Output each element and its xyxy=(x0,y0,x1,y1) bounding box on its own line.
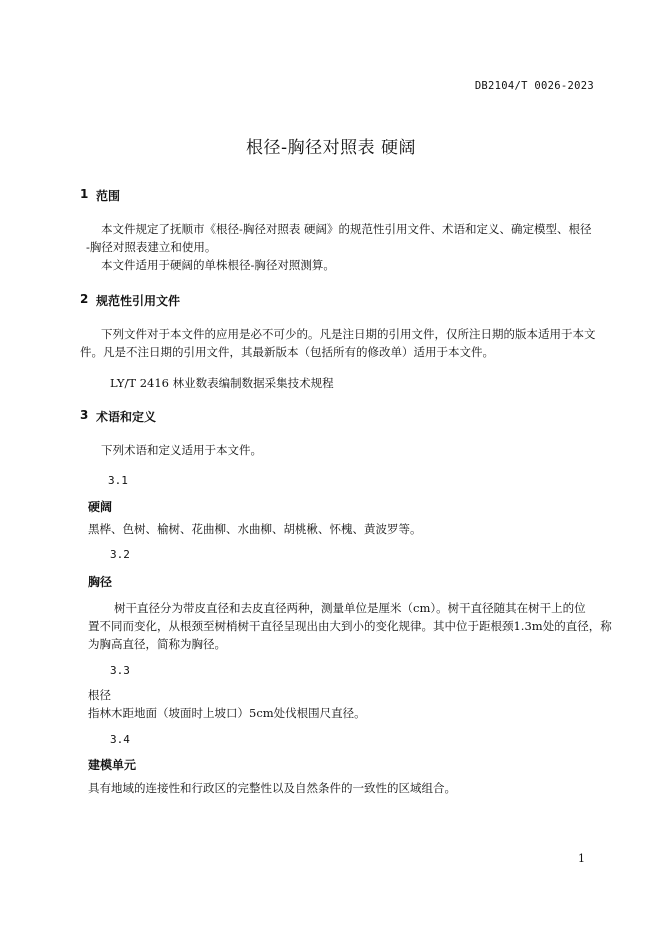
term-3-3-number: 3.3 xyxy=(110,664,130,677)
term-3-4-definition: 具有地域的连接性和行政区的完整性以及自然条件的一致性的区域组合。 xyxy=(88,781,456,795)
term-3-4-number: 3.4 xyxy=(110,733,130,746)
term-3-2-def-line3: 为胸高直径，简称为胸径。 xyxy=(88,637,226,651)
term-3-1-name: 硬阔 xyxy=(88,500,113,514)
document-title: 根径-胸径对照表 硬阔 xyxy=(245,138,417,158)
normative-reference: LY/T 2416 林业数表编制数据采集技术规程 xyxy=(110,376,334,390)
section-1-heading: 范围 xyxy=(96,189,121,203)
term-3-4-name: 建模单元 xyxy=(88,758,137,772)
section-3-intro: 下列术语和定义适用于本文件。 xyxy=(101,443,262,457)
term-3-3-name: 根径 xyxy=(88,688,111,702)
section-1-para1-line2: -胸径对照表建立和使用。 xyxy=(86,240,217,254)
term-3-2-def-line2: 置不同而变化，从根颈至树梢树干直径呈现出由大到小的变化规律。其中位于距根颈1.3m处的直径，称 xyxy=(88,619,612,633)
section-1-number: 1 xyxy=(80,187,89,201)
document-id: DB2104/T 0026-2023 xyxy=(474,80,594,92)
term-3-2-name: 胸径 xyxy=(88,575,113,589)
term-3-3-definition: 指林木距地面（坡面时上坡口）5cm处伐根围尺直径。 xyxy=(88,706,366,720)
section-3-number: 3 xyxy=(80,408,89,422)
page-number: 1 xyxy=(578,852,585,865)
section-2-para-line1: 下列文件对于本文件的应用是必不可少的。凡是注日期的引用文件，仅所注日期的版本适用于本文 xyxy=(101,327,596,341)
section-2-number: 2 xyxy=(80,292,89,306)
section-2-para-line2: 件。凡是不注日期的引用文件，其最新版本（包括所有的修改单）适用于本文件。 xyxy=(80,345,494,359)
term-3-2-def-line1: 树干直径分为带皮直径和去皮直径两种，测量单位是厘米（cm）。树干直径随其在树干上的位 xyxy=(114,601,586,615)
term-3-1-definition: 黑桦、色树、榆树、花曲柳、水曲柳、胡桃楸、怀槐、黄波罗等。 xyxy=(88,522,422,536)
section-1-para1-line1: 本文件规定了抚顺市《根径-胸径对照表 硬阔》的规范性引用文件、术语和定义、确定模型、根径 xyxy=(101,222,592,236)
term-3-1-number: 3.1 xyxy=(108,474,128,487)
section-3-heading: 术语和定义 xyxy=(96,410,157,424)
section-1-para2: 本文件适用于硬阔的单株根径-胸径对照测算。 xyxy=(101,258,335,272)
term-3-2-number: 3.2 xyxy=(110,548,130,561)
section-2-heading: 规范性引用文件 xyxy=(96,294,181,308)
